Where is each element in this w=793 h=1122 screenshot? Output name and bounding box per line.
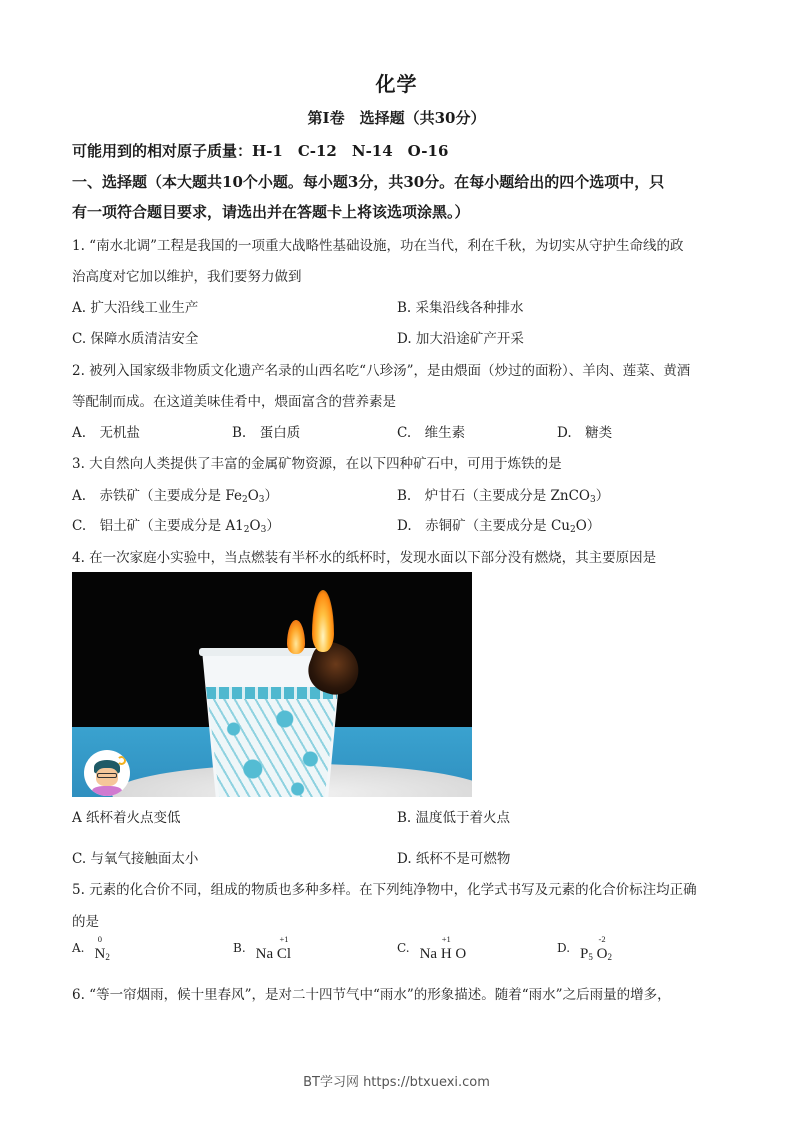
option-d: D. 纸杯不是可燃物 xyxy=(397,851,511,867)
question-stem-line: 4. 在一次家庭小实验中，当点燃装有半杯水的纸杯时，发现水面以下部分没有燃烧，其主要原因是 xyxy=(72,550,657,566)
question-stem-line: 6. “等一帘烟雨，候十里春风”，是对二十四节气中“雨水”的形象描述。随着“雨水”之后雨量的增多， xyxy=(72,987,671,1003)
valence-mark: +1 xyxy=(279,934,289,944)
question-stem-line: 1. “南水北调”工程是我国的一项重大战略性基础设施，功在当代，利在千秋，为切实从守护生命线的政 xyxy=(72,238,684,254)
option-b: B. 温度低于着火点 xyxy=(397,810,511,826)
option-text: A. 赤铁矿（主要成分是 xyxy=(72,488,226,504)
option-b: B. 炉甘石（主要成分是 ZnCO$_3$） xyxy=(397,488,610,505)
option-b: B. 采集沿线各种排水 xyxy=(397,300,524,316)
valence-mark: -2 xyxy=(598,934,606,944)
option-c: C. 保障水质清洁安全 xyxy=(72,331,199,347)
chem-formula: $Cu_2O$ xyxy=(550,518,587,535)
cartoon-avatar-watermark xyxy=(84,750,130,796)
chem-formula: $Fe_2O_3$ xyxy=(225,488,265,505)
chem-element: P xyxy=(580,946,589,962)
flame-icon xyxy=(287,620,305,654)
option-d: D. 糖类 xyxy=(557,425,613,441)
section-title: 第I卷 选择题（共30分） xyxy=(307,109,486,127)
option-a: A 纸杯着火点变低 xyxy=(72,810,181,826)
question-stem-line: 治高度对它加以维护，我们要努力做到 xyxy=(72,269,302,285)
question-stem-line: 的是 xyxy=(72,914,99,930)
option-b: B. 蛋白质 xyxy=(232,425,301,441)
chem-formula: ZnCO$_3$ xyxy=(550,488,596,505)
option-d: $^{D.}$ $P_5$ -2 $O_2$ xyxy=(557,934,612,962)
chem-element: Na xyxy=(419,946,438,962)
instructions-line-2: 有一项符合题目要求，请选出并在答题卡上将该选项涂黑。） xyxy=(72,203,470,221)
option-a: $^{A.}$ 0 $N_2$ xyxy=(72,934,110,962)
question-stem-line: 2. 被列入国家级非物质文化遗产名录的山西名吃“八珍汤”，是由煨面（炒过的面粉）、羊肉、莲菜、黄酒 xyxy=(72,363,691,379)
page-title: 化学 xyxy=(375,72,418,96)
option-b: $^{B.}$ Na +1 Cl xyxy=(233,934,292,962)
option-text: C. 铝土矿（主要成分是 xyxy=(72,518,226,534)
option-c: $^{C.}$ Na +1 H O xyxy=(397,934,467,962)
option-d: D. 加大沿途矿产开采 xyxy=(397,331,524,347)
option-a: A. 赤铁矿（主要成分是 $Fe_2O_3$） xyxy=(72,488,279,505)
chem-formula: $A1_2O_3$ xyxy=(225,518,267,535)
chem-element: -2 O xyxy=(596,934,608,962)
option-text: B. 炉甘石（主要成分是 xyxy=(397,488,551,504)
option-a: A. 扩大沿线工业生产 xyxy=(72,300,199,316)
instructions-line-1: 一、选择题（本大题共10个小题。每小题3分，共30分。在每小题给出的四个选项中，只 xyxy=(72,173,665,191)
chem-element: +1 H xyxy=(440,934,452,962)
option-a: A. 无机盐 xyxy=(72,425,141,441)
valence-mark: +1 xyxy=(441,934,451,944)
question-stem-line: 5. 元素的化合价不同，组成的物质也多种多样。在下列纯净物中，化学式书写及元素的化合价标注均正确 xyxy=(72,882,697,898)
chem-element: 0 N xyxy=(94,934,106,962)
question-stem-line: 等配制而成。在这道美味佳肴中，煨面富含的营养素是 xyxy=(72,394,396,410)
chem-element: O xyxy=(455,946,467,962)
option-c: C. 铝土矿（主要成分是 $A1_2O_3$） xyxy=(72,518,280,535)
valence-mark: 0 xyxy=(97,934,103,944)
chem-element: +1 Cl xyxy=(276,934,292,962)
site-watermark-link[interactable]: BT学习网 https://btxuexi.com xyxy=(303,1075,490,1090)
burning-paper-cup-photo xyxy=(72,572,472,797)
option-text: D. 赤铜矿（主要成分是 xyxy=(397,518,551,534)
atomic-masses-note: 可能用到的相对原子质量：H-1 C-12 N-14 O-16 xyxy=(72,142,449,160)
flame-icon xyxy=(312,590,334,652)
question-stem-line: 3. 大自然向人类提供了丰富的金属矿物资源，在以下四种矿石中，可用于炼铁的是 xyxy=(72,456,562,472)
chem-element: Na xyxy=(255,946,274,962)
option-c: C. 维生素 xyxy=(397,425,466,441)
cup-floral-pattern xyxy=(208,699,336,797)
option-c: C. 与氧气接触面太小 xyxy=(72,851,199,867)
option-d: D. 赤铜矿（主要成分是 $Cu_2O$） xyxy=(397,518,601,535)
